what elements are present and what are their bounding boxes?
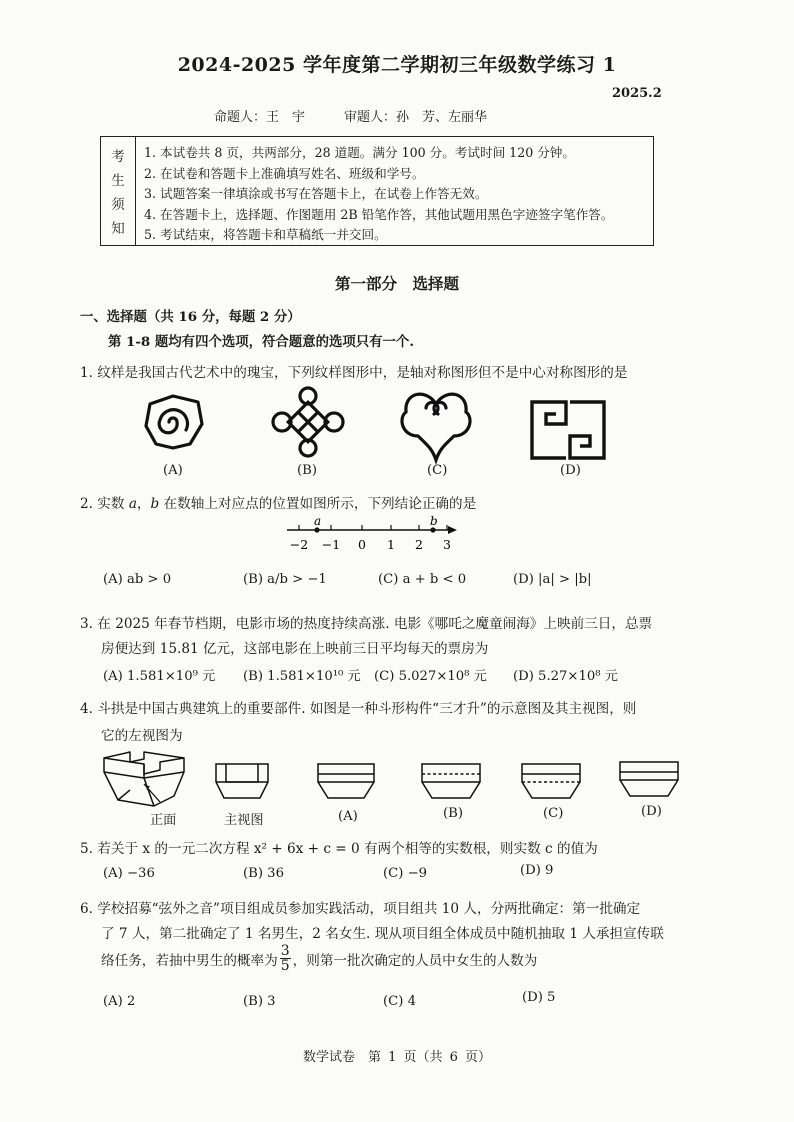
q1-label-c: (C) bbox=[427, 463, 448, 478]
question-6-stem-line-1: 6. 学校招募“弦外之音”项目组成员参加实践活动，项目组共 10 人，分两批确定：第一批确定 bbox=[80, 901, 641, 917]
notice-heading-char: 知 bbox=[111, 221, 125, 237]
question-3-stem-line-2: 房便达到 15.81 亿元，这部电影在上映前三日平均每天的票房为 bbox=[101, 641, 489, 657]
tick-label: −2 bbox=[289, 537, 309, 552]
q1-figure-d-fret-pattern bbox=[528, 398, 608, 462]
point-a-marker bbox=[314, 527, 319, 532]
page-footer: 数学试卷 第 1 页（共 6 页） bbox=[302, 1050, 492, 1065]
q2-option-a: (A) ab > 0 bbox=[103, 572, 172, 587]
question-4-stem-line-2: 它的左视图为 bbox=[101, 728, 183, 744]
question-3-stem-line-1: 3. 在 2025 年春节档期，电影市场的热度持续高涨. 电影《哪吒之魔童闹海》上映前三日，总票 bbox=[80, 616, 653, 632]
question-5-stem: 5. 若关于 x 的一元二次方程 x² + 6x + c = 0 有两个相等的实数根，则实数 c 的值为 bbox=[80, 841, 598, 857]
question-4-stem-line-1: 4. 斗拱是中国古典建筑上的重要部件. 如图是一种斗形构件“三才升”的示意图及其主视图，则 bbox=[80, 701, 637, 717]
notice-items bbox=[136, 137, 653, 245]
section-note: 第 1-8 题均有四个选项，符合题意的选项只有一个. bbox=[108, 334, 414, 350]
notice-heading-char: 生 bbox=[111, 173, 125, 189]
part-one-title: 第一部分 选择题 bbox=[334, 274, 459, 293]
q6-probability-fraction bbox=[280, 944, 291, 973]
q6-option-d: (D) 5 bbox=[522, 990, 556, 1005]
q3-option-d: (D) 5.27×10⁸ 元 bbox=[513, 669, 618, 684]
question-6-stem-line-2: 了 7 人，第二批确定了 1 名男生，2 名女生. 现从项目组全体成员中随机抽取 1 人承担宣传联 bbox=[101, 926, 664, 942]
exam-authors: 命题人：王 宇 审题人：孙 芳、左丽华 bbox=[214, 110, 488, 125]
q1-label-a: (A) bbox=[163, 463, 183, 478]
q2-option-b: (B) a/b > −1 bbox=[243, 572, 327, 587]
q4-option-d-figure bbox=[618, 760, 680, 798]
notice-heading bbox=[101, 137, 136, 245]
notice-item: 2. 在试卷和答题卡上准确填写姓名、班级和学号。 bbox=[144, 165, 425, 181]
tick-label: −1 bbox=[321, 537, 341, 552]
fraction-denominator: 5 bbox=[280, 958, 290, 974]
q6-line3-prefix: 络任务，若抽中男生的概率为 bbox=[101, 952, 278, 969]
q2-option-d: (D) |a| > |b| bbox=[513, 572, 592, 587]
q4-option-a-figure bbox=[316, 762, 376, 800]
q6-option-c: (C) 4 bbox=[383, 994, 416, 1009]
q4-label-a: (A) bbox=[338, 809, 358, 824]
q5-option-a: (A) −36 bbox=[103, 866, 155, 881]
tick-label: 0 bbox=[358, 537, 366, 552]
fraction-numerator: 3 bbox=[280, 943, 290, 959]
q4-option-c-figure bbox=[520, 762, 582, 800]
q1-figure-b-chinese-knot bbox=[268, 388, 348, 458]
q1-figure-c-auspicious-cloud bbox=[396, 386, 476, 466]
notice-item: 4. 在答题卡上，选择题、作图题用 2B 铅笔作答，其他试题用黑色字迹签字笔作答。 bbox=[144, 206, 614, 222]
exam-date: 2025.2 bbox=[612, 86, 662, 101]
question-6-stem-line-3 bbox=[101, 944, 537, 973]
notice-item: 5. 考试结束，将答题卡和草稿纸一并交回。 bbox=[144, 227, 387, 242]
candidate-notice-box bbox=[100, 136, 654, 246]
section-heading: 一、选择题（共 16 分，每题 2 分） bbox=[80, 309, 301, 325]
q4-main-view-label: 主视图 bbox=[224, 813, 264, 828]
q4-option-b-figure bbox=[420, 762, 482, 800]
q6-option-b: (B) 3 bbox=[243, 994, 276, 1009]
tick-label: 2 bbox=[415, 537, 423, 552]
q4-label-b: (B) bbox=[443, 806, 463, 821]
q5-option-c: (C) −9 bbox=[383, 866, 428, 881]
q4-label-c: (C) bbox=[543, 806, 564, 821]
tick-label: 3 bbox=[443, 537, 451, 552]
point-b-marker bbox=[430, 527, 435, 532]
point-a-label: a bbox=[314, 514, 322, 528]
q1-figure-a-spiral-cloud bbox=[138, 388, 208, 458]
question-2-stem: 2. 实数 a，b 在数轴上对应点的位置如图所示，下列结论正确的是 bbox=[80, 496, 477, 512]
notice-heading-char: 须 bbox=[111, 197, 125, 213]
point-b-label: b bbox=[430, 514, 438, 528]
q4-front-label: 正面 bbox=[150, 813, 177, 828]
q1-label-b: (B) bbox=[297, 463, 317, 478]
q6-option-a: (A) 2 bbox=[103, 994, 136, 1009]
q5-option-d: (D) 9 bbox=[520, 863, 554, 878]
q5-option-b: (B) 36 bbox=[243, 866, 284, 881]
q3-option-b: (B) 1.581×10¹⁰ 元 bbox=[243, 669, 361, 684]
tick-label: 1 bbox=[387, 537, 395, 552]
q2-option-c: (C) a + b < 0 bbox=[378, 572, 467, 587]
notice-item: 3. 试题答案一律填涂或书写在答题卡上，在试卷上作答无效。 bbox=[144, 186, 488, 201]
q3-option-c: (C) 5.027×10⁸ 元 bbox=[374, 669, 487, 684]
q2-number-line bbox=[285, 516, 465, 556]
q4-label-d: (D) bbox=[641, 804, 662, 819]
question-1-stem: 1. 纹样是我国古代艺术中的瑰宝，下列纹样图形中，是轴对称图形但不是中心对称图形的是 bbox=[80, 365, 628, 381]
notice-item: 1. 本试卷共 8 页，共两部分，28 道题。满分 100 分。考试时间 120 分钟。 bbox=[144, 145, 575, 160]
notice-heading-char: 考 bbox=[111, 149, 125, 165]
q3-option-a: (A) 1.581×10⁹ 元 bbox=[103, 669, 216, 684]
q1-label-d: (D) bbox=[560, 463, 581, 478]
exam-title: 2024-2025 学年度第二学期初三年级数学练习 1 bbox=[177, 54, 617, 76]
q4-main-view bbox=[214, 762, 270, 800]
q6-line3-suffix: ，则第一批次确定的人员中女生的人数为 bbox=[292, 952, 538, 969]
